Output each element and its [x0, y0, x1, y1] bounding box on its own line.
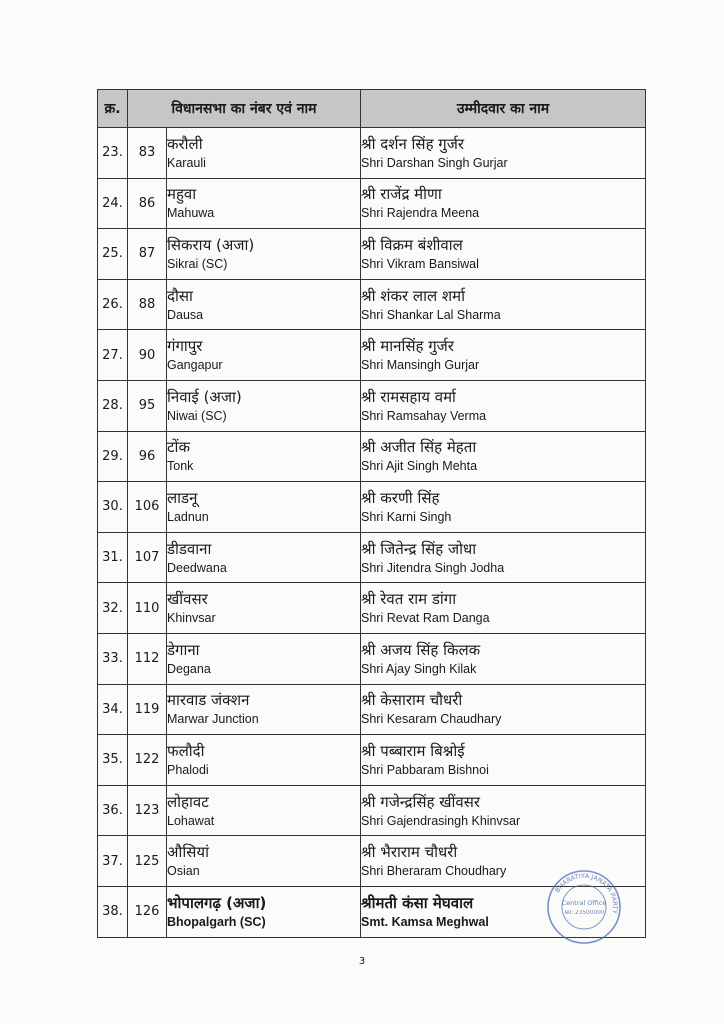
candidate-name-english: Shri Rajendra Meena: [361, 206, 480, 221]
party-seal-stamp: [545, 868, 623, 946]
candidate-name-hindi: श्री विक्रम बंशीवाल: [361, 235, 463, 254]
serial-number: 38.: [98, 886, 128, 937]
constituency-name-hindi: खींवसर: [167, 590, 208, 609]
candidate-name-english: Shri Gajendrasingh Khinvsar: [361, 813, 521, 828]
constituency-name: [167, 886, 361, 937]
candidate-name-english: Shri Pabbaram Bishnoi: [361, 762, 489, 777]
candidate-name-english: Shri Ajay Singh Kilak: [361, 661, 477, 676]
table-row: [98, 229, 646, 280]
candidate-name-english: Shri Jitendra Singh Jodha: [361, 560, 505, 575]
constituency-name-hindi: डेगाना: [167, 640, 200, 659]
constituency-name: [167, 836, 361, 887]
constituency-name-english: Tonk: [167, 459, 194, 474]
candidate-name-hindi: श्री करणी सिंह: [361, 488, 440, 507]
constituency-name-english: Ladnun: [167, 509, 209, 524]
serial-number: 31.: [98, 532, 128, 583]
candidate-name: [361, 735, 646, 786]
table-row: [98, 380, 646, 431]
constituency-name-english: Sikrai (SC): [167, 256, 228, 271]
candidate-name-english: Shri Shankar Lal Sharma: [361, 307, 501, 322]
serial-number: 35.: [98, 735, 128, 786]
candidate-name-english: Shri Ajit Singh Mehta: [361, 459, 478, 474]
constituency-name: [167, 178, 361, 229]
constituency-name-hindi: डीडवाना: [167, 539, 212, 558]
candidate-name-hindi: श्री केसाराम चौधरी: [361, 691, 463, 710]
candidate-name-hindi: श्री भैराराम चौधरी: [361, 843, 458, 862]
constituency-number: 107: [128, 532, 167, 583]
serial-number: 28.: [98, 380, 128, 431]
constituency-name: [167, 431, 361, 482]
serial-number: 27.: [98, 330, 128, 381]
constituency-name-hindi: दौसा: [167, 286, 193, 305]
constituency-name: [167, 532, 361, 583]
candidate-name-hindi: श्री दर्शन सिंह गुर्जर: [361, 134, 465, 153]
constituency-number: 83: [128, 128, 167, 179]
constituency-name-english: Degana: [167, 661, 211, 676]
constituency-name-hindi: महुवा: [167, 185, 197, 204]
candidate-name-hindi: श्रीमती कंसा मेघवाल: [361, 893, 474, 912]
candidate-name-english: Shri Mansingh Gurjar: [361, 358, 480, 373]
stamp-line1: Central Office: [561, 899, 607, 907]
table-row: [98, 279, 646, 330]
candidate-name: [361, 380, 646, 431]
constituency-name: [167, 330, 361, 381]
candidate-name: [361, 330, 646, 381]
serial-number: 29.: [98, 431, 128, 482]
table-row: [98, 178, 646, 229]
candidate-name-hindi: श्री राजेंद्र मीणा: [361, 185, 442, 204]
constituency-number: 112: [128, 633, 167, 684]
table-row: [98, 532, 646, 583]
serial-number: 32.: [98, 583, 128, 634]
constituency-number: 86: [128, 178, 167, 229]
constituency-name: [167, 684, 361, 735]
serial-number: 26.: [98, 279, 128, 330]
constituency-number: 123: [128, 785, 167, 836]
constituency-name-english: Gangapur: [167, 358, 223, 373]
constituency-name-english: Karauli: [167, 155, 206, 170]
stamp-line2: Tel: 23500000: [563, 910, 605, 916]
candidate-name-english: Smt. Kamsa Meghwal: [361, 914, 489, 929]
candidate-name: [361, 532, 646, 583]
constituency-name-hindi: औसियां: [167, 843, 209, 862]
constituency-name-hindi: फलौदी: [167, 741, 205, 760]
candidate-name-hindi: श्री अजीत सिंह मेहता: [361, 438, 477, 457]
candidate-name: [361, 583, 646, 634]
candidate-name-hindi: श्री अजय सिंह किलक: [361, 640, 481, 659]
constituency-name-hindi: लाडनू: [167, 488, 198, 507]
candidate-name: [361, 431, 646, 482]
candidate-name: [361, 178, 646, 229]
constituency-number: 119: [128, 684, 167, 735]
constituency-number: 122: [128, 735, 167, 786]
constituency-name-hindi: सिकराय (अजा): [167, 235, 255, 254]
constituency-name-english: Osian: [167, 864, 200, 879]
constituency-name: [167, 735, 361, 786]
candidate-name-english: Shri Revat Ram Danga: [361, 611, 490, 626]
candidate-name-english: Shri Karni Singh: [361, 509, 452, 524]
constituency-name-hindi: गंगापुर: [167, 337, 203, 356]
candidate-table: [97, 89, 646, 938]
constituency-name-english: Dausa: [167, 307, 204, 322]
table-row: [98, 482, 646, 533]
candidate-name-hindi: श्री पब्बाराम बिश्नोई: [361, 741, 465, 760]
serial-number: 34.: [98, 684, 128, 735]
candidate-name-hindi: श्री रामसहाय वर्मा: [361, 387, 456, 406]
header-serial-number: क्र.: [98, 90, 128, 128]
constituency-number: 95: [128, 380, 167, 431]
candidate-name-hindi: श्री शंकर लाल शर्मा: [361, 286, 465, 305]
constituency-name: [167, 785, 361, 836]
page-number: 3: [358, 956, 366, 967]
constituency-name: [167, 482, 361, 533]
constituency-number: 106: [128, 482, 167, 533]
table-row: [98, 785, 646, 836]
constituency-name-hindi: टोंक: [167, 438, 190, 457]
constituency-number: 88: [128, 279, 167, 330]
constituency-name-english: Deedwana: [167, 560, 227, 575]
serial-number: 30.: [98, 482, 128, 533]
constituency-name: [167, 633, 361, 684]
candidate-name-english: Shri Kesaram Chaudhary: [361, 712, 502, 727]
candidate-name: [361, 482, 646, 533]
serial-number: 23.: [98, 128, 128, 179]
candidate-name-hindi: श्री जितेन्द्र सिंह जोधा: [361, 539, 477, 558]
header-candidate: उम्मीदवार का नाम: [361, 90, 646, 128]
constituency-number: 126: [128, 886, 167, 937]
constituency-name-english: Mahuwa: [167, 206, 215, 221]
constituency-name-hindi: भोपालगढ़ (अजा): [167, 893, 267, 912]
candidate-name-english: Shri Ramsahay Verma: [361, 408, 487, 423]
constituency-name: [167, 279, 361, 330]
constituency-name: [167, 229, 361, 280]
constituency-name: [167, 583, 361, 634]
candidate-name-english: Shri Bheraram Choudhary: [361, 864, 507, 879]
constituency-number: 87: [128, 229, 167, 280]
candidate-name-hindi: श्री गजेन्द्रसिंह खींवसर: [361, 792, 480, 811]
constituency-name-hindi: करौली: [167, 134, 203, 153]
table-row: [98, 128, 646, 179]
serial-number: 33.: [98, 633, 128, 684]
table-row: [98, 684, 646, 735]
constituency-name-hindi: लोहावट: [167, 792, 209, 811]
constituency-number: 125: [128, 836, 167, 887]
table-row: [98, 735, 646, 786]
candidate-name: [361, 279, 646, 330]
table-header-row: [98, 90, 646, 128]
table-row: [98, 633, 646, 684]
constituency-name-english: Khinvsar: [167, 611, 216, 626]
table-row: [98, 431, 646, 482]
candidate-name: [361, 684, 646, 735]
candidate-name: [361, 785, 646, 836]
candidate-name: [361, 633, 646, 684]
candidate-name-hindi: श्री रेवत राम डांगा: [361, 590, 457, 609]
constituency-name: [167, 380, 361, 431]
constituency-name-english: Lohawat: [167, 813, 215, 828]
constituency-name: [167, 128, 361, 179]
stamp-ring-text: BHARATIYA JANATA PARTY: [553, 871, 620, 915]
candidate-name-english: Shri Darshan Singh Gurjar: [361, 155, 508, 170]
constituency-name-english: Bhopalgarh (SC): [167, 914, 266, 929]
constituency-number: 90: [128, 330, 167, 381]
candidate-name-english: Shri Vikram Bansiwal: [361, 256, 479, 271]
serial-number: 37.: [98, 836, 128, 887]
constituency-name-english: Marwar Junction: [167, 712, 259, 727]
serial-number: 36.: [98, 785, 128, 836]
candidate-name-hindi: श्री मानसिंह गुर्जर: [361, 337, 454, 356]
constituency-name-english: Niwai (SC): [167, 408, 227, 423]
constituency-number: 96: [128, 431, 167, 482]
header-constituency: विधानसभा का नंबर एवं नाम: [128, 90, 361, 128]
table-row: [98, 330, 646, 381]
constituency-name-english: Phalodi: [167, 762, 209, 777]
serial-number: 25.: [98, 229, 128, 280]
constituency-name-hindi: मारवाड जंक्शन: [167, 691, 250, 710]
constituency-number: 110: [128, 583, 167, 634]
candidate-name: [361, 128, 646, 179]
serial-number: 24.: [98, 178, 128, 229]
constituency-name-hindi: निवाई (अजा): [167, 387, 242, 406]
table-row: [98, 583, 646, 634]
candidate-name: [361, 229, 646, 280]
